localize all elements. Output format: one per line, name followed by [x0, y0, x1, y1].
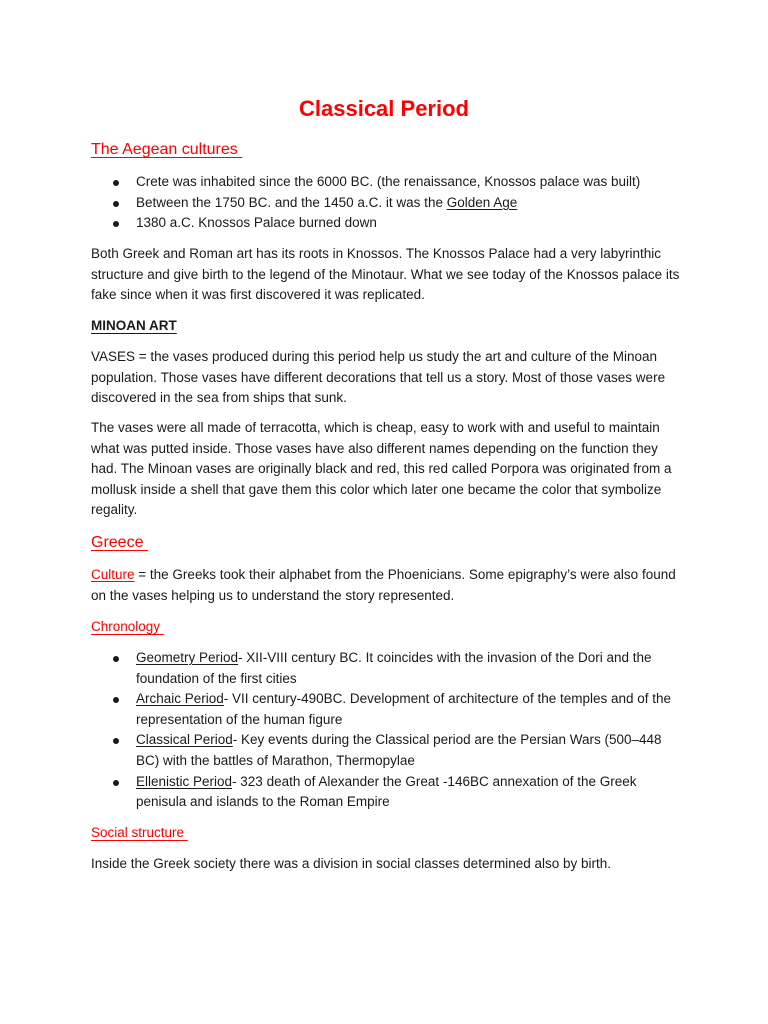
period-term: Geometry Period	[136, 650, 239, 665]
period-text: - XII-VIII century BC. It coincides with the invasion of the Dori and the foundation of the first cities	[136, 650, 652, 686]
list-item	[0, 193, 684, 214]
chronology-list	[0, 648, 684, 813]
period-term: Archaic Period	[136, 691, 224, 707]
bullet-icon	[113, 738, 119, 744]
aegean-bullet-list	[0, 172, 684, 234]
bullet-text: Crete was inhabited since the 6000 BC. (the renaissance, Knossos palace was built)	[136, 174, 641, 189]
vases-paragraph: VASES = the vases produced during this period help us study the art and culture of the Minoan population. Those vases have different decorations that tell us a story. Most of those vases were discovered in the sea from ships that sunk.	[91, 349, 666, 406]
document-title: Classical Period	[299, 96, 469, 121]
list-item	[0, 730, 684, 771]
period-term: Classical Period	[136, 732, 233, 748]
culture-text: = the Greeks took their alphabet from the Phoenicians. Some epigraphy’s were also found on the vases helping us to understand the story represented.	[91, 567, 676, 603]
minoan-art-heading: MINOAN ART	[91, 318, 177, 333]
period-text: - VII century-490BC. Development of architecture of the temples and of the representation of the human figure	[136, 691, 672, 727]
bullet-icon	[113, 180, 119, 186]
list-item	[0, 213, 684, 234]
culture-paragraph	[91, 565, 681, 606]
bullet-text: 1380 a.C. Knossos Palace burned down	[136, 215, 377, 231]
culture-term: Culture	[91, 567, 135, 582]
period-text: - 323 death of Alexander the Great -146BC annexation of the Greek penisula and islands to the Roman Empire	[136, 773, 637, 810]
list-item	[0, 689, 684, 730]
bullet-icon	[113, 221, 119, 227]
aegean-cultures-heading: The Aegean cultures	[91, 141, 243, 158]
bullet-icon	[113, 201, 119, 207]
period-text: - Key events during the Classical period are the Persian Wars (500–448 BC) with the battles of Marathon, Thermopylae	[136, 732, 662, 768]
list-item	[0, 172, 684, 193]
social-structure-paragraph: Inside the Greek society there was a division in social classes determined also by birth.	[91, 856, 612, 871]
list-item	[0, 772, 684, 813]
bullet-icon	[113, 656, 119, 662]
period-term: Ellenistic Period	[136, 773, 233, 789]
social-structure-heading: Social structure	[91, 825, 188, 840]
greece-heading: Greece	[91, 534, 148, 551]
bullet-icon	[113, 697, 119, 703]
chronology-heading: Chronology	[91, 619, 164, 634]
knossos-paragraph: Both Greek and Roman art has its roots in Knossos. The Knossos Palace had a very labyrinthic structure and give birth to the legend of the Minotaur. What we see today of the Knossos palace its fake since when it was first discovered it was replicated.	[91, 246, 680, 303]
list-item	[0, 648, 684, 689]
bullet-text: Between the 1750 BC. and the 1450 a.C. it was the	[136, 194, 447, 210]
terracotta-paragraph: The vases were all made of terracotta, which is cheap, easy to work with and useful to maintain what was putted inside. Those vases have also different names depending on the function they had. The Minoan vases are originally black and red, this red called Porpora was originated from a mollusk inside a shell that gave them this color which later one became the color that symbolize regality.	[91, 420, 672, 518]
golden-age-term: Golden Age	[446, 194, 518, 210]
bullet-icon	[113, 780, 119, 786]
